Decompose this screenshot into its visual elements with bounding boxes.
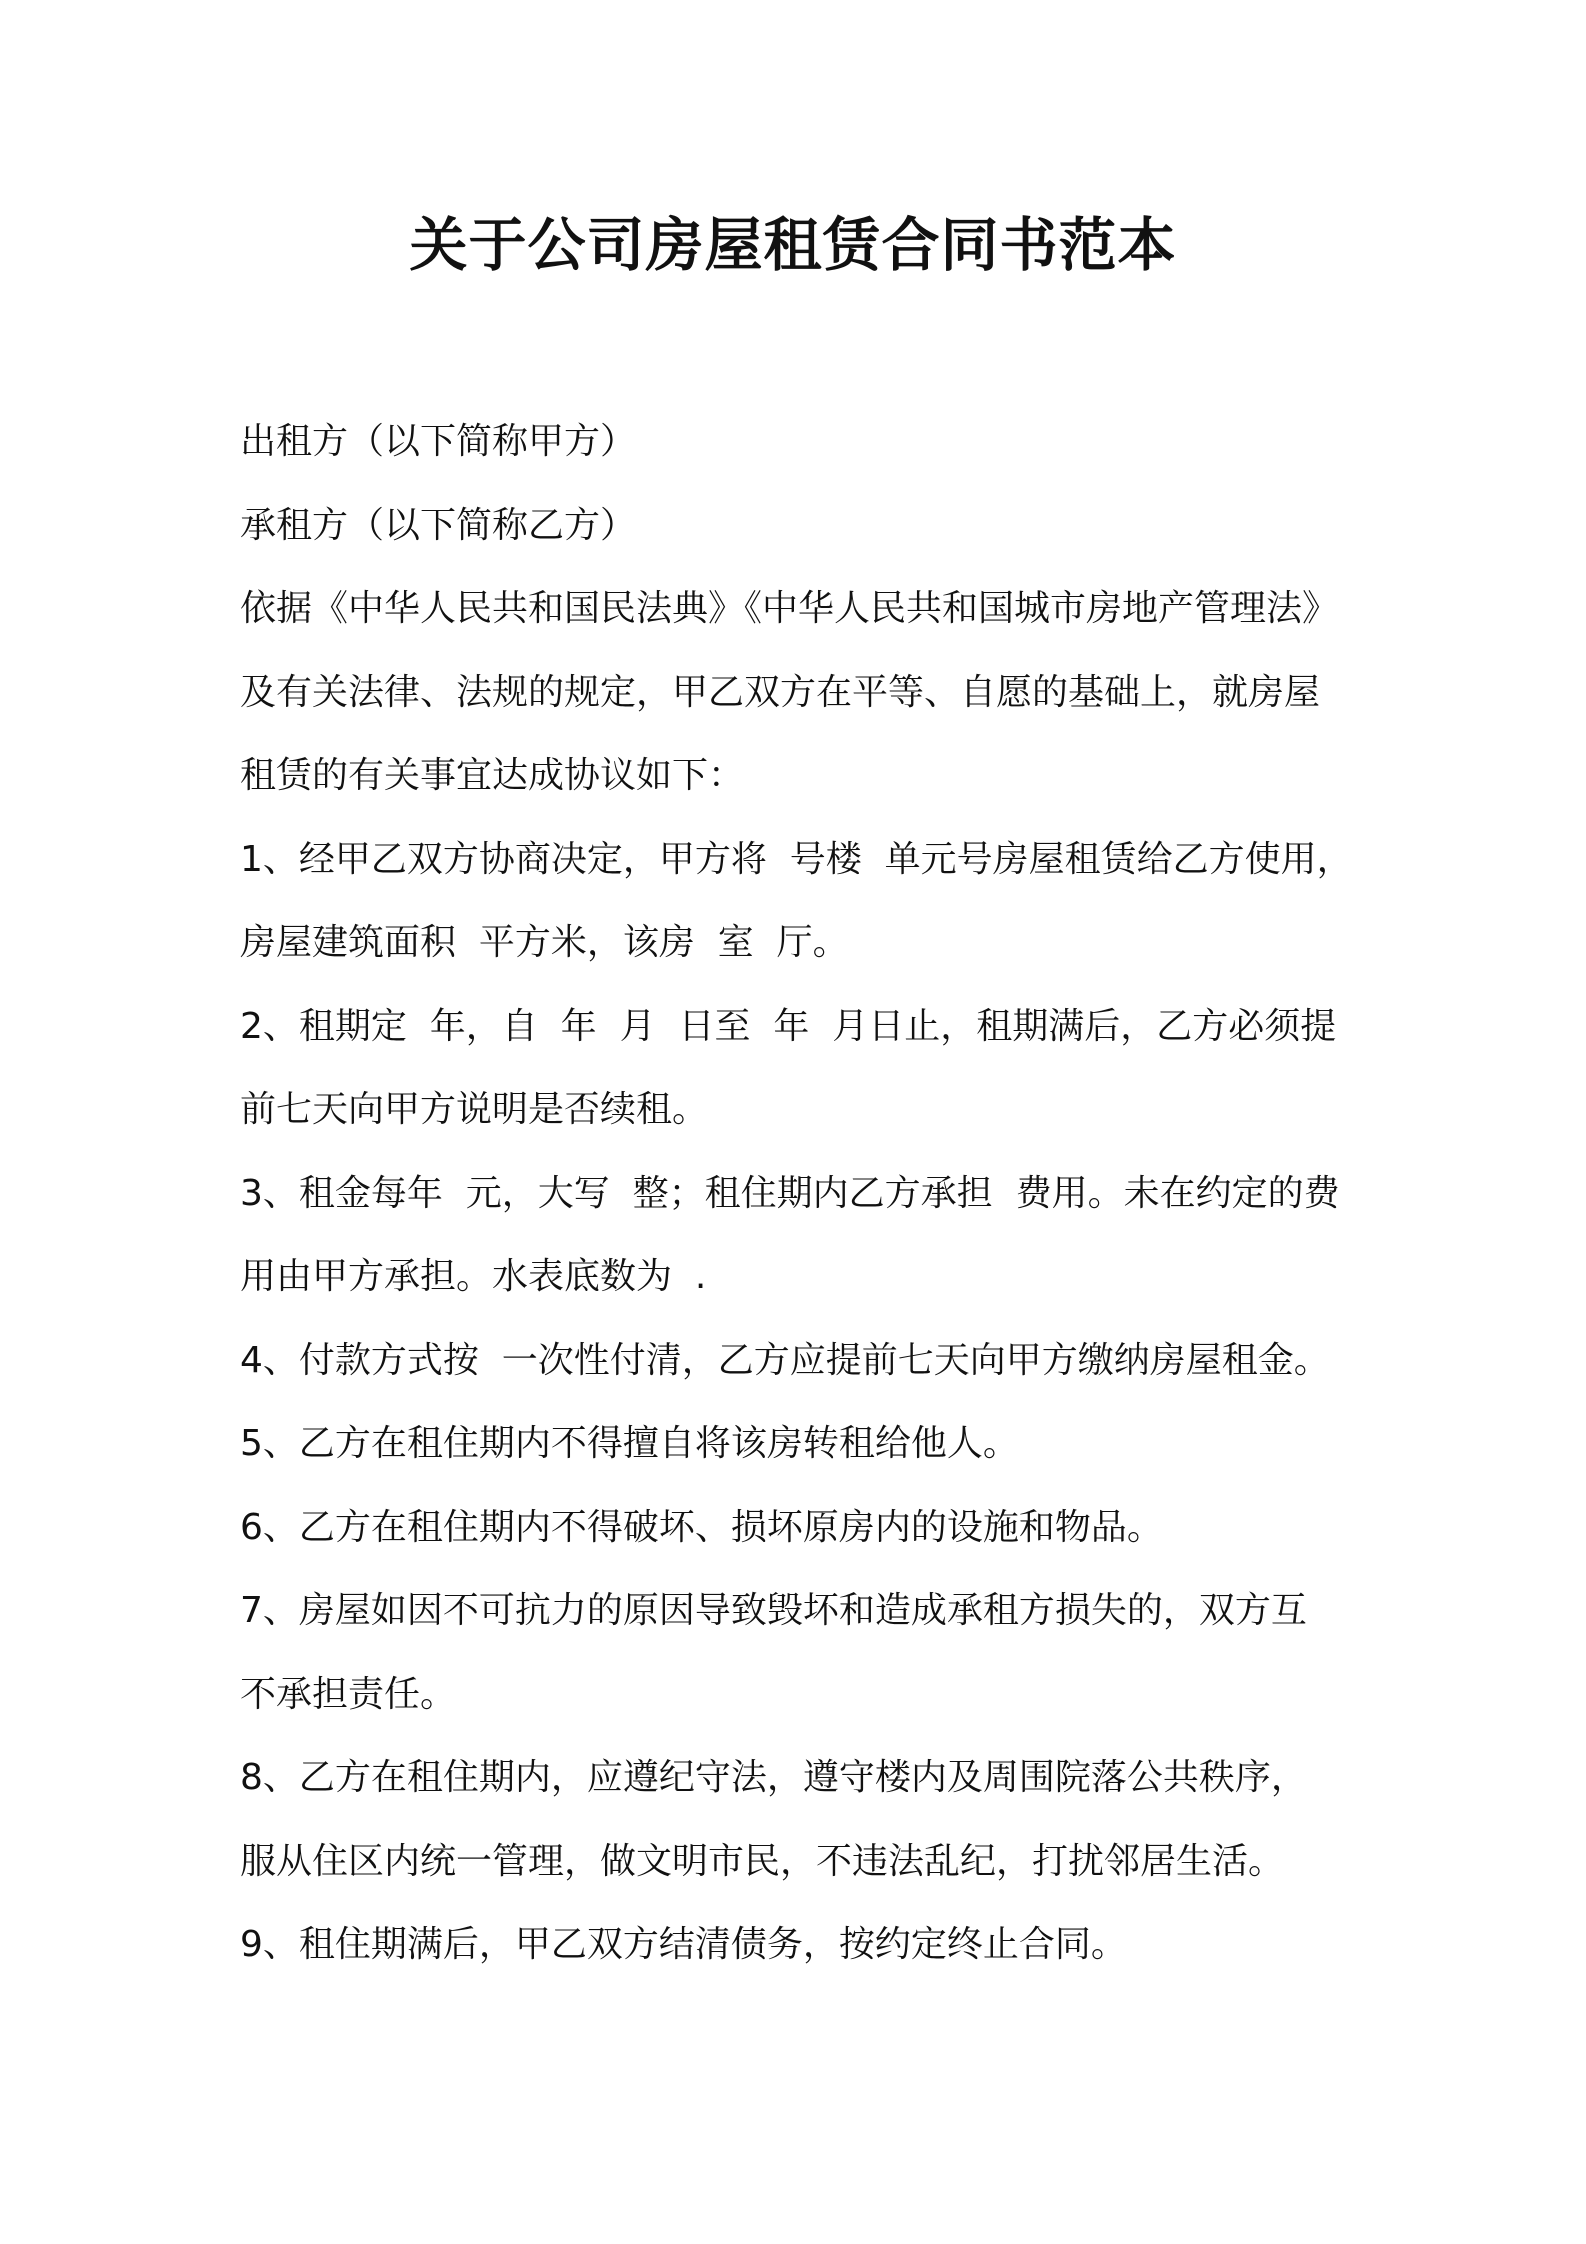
clause-9-line: 9、租住期满后，甲乙双方结清债务，按约定终止合同。 bbox=[240, 1924, 1127, 1965]
clause-5-line: 5、乙方在租住期内不得擅自将该房转租给他人。 bbox=[240, 1423, 1019, 1464]
clause-7-line-2: 不承担责任。 bbox=[240, 1673, 457, 1715]
clause-4-line: 4、付款方式按 一次性付清，乙方应提前七天向甲方缴纳房屋租金。 bbox=[240, 1339, 1330, 1381]
clause-8-line-2: 服从住区内统一管理，做文明市民，不违法乱纪，打扰邻居生活。 bbox=[240, 1840, 1285, 1882]
clause-3-line-1: 3、租金每年 元，大写 整；租住期内乙方承担 费用。未在约定的费 bbox=[240, 1172, 1340, 1214]
clause-2-line-2: 前七天向甲方说明是否续租。 bbox=[240, 1089, 709, 1130]
document-body bbox=[240, 400, 1370, 1987]
preamble-line-2: 及有关法律、法规的规定，甲乙双方在平等、自愿的基础上，就房屋 bbox=[240, 671, 1321, 713]
clause-1-line-2: 房屋建筑面积 平方米，该房 室 厅。 bbox=[240, 922, 849, 963]
clause-8-line-1: 8、乙方在租住期内，应遵纪守法，遵守楼内及周围院落公共秩序， bbox=[240, 1757, 1307, 1798]
preamble-line-3: 租赁的有关事宜达成协议如下： bbox=[240, 755, 745, 796]
clause-7-line-1: 7、房屋如因不可抗力的原因导致毁坏和造成承租方损失的，双方互 bbox=[240, 1590, 1307, 1631]
preamble-line-1: 依据《中华人民共和国民法典》《中华人民共和国城市房地产管理法》 bbox=[240, 588, 1339, 629]
document-title: 关于公司房屋租赁合同书范本 bbox=[409, 211, 1177, 279]
party-b-line: 承租方（以下简称乙方） bbox=[240, 504, 637, 546]
clause-1-line-1: 1、经甲乙双方协商决定，甲方将 号楼 单元号房屋租赁给乙方使用， bbox=[240, 838, 1353, 880]
clause-2-line-1: 2、租期定 年，自 年 月 日至 年 月日止，租期满后，乙方必须提 bbox=[240, 1005, 1337, 1047]
clause-6-line: 6、乙方在租住期内不得破坏、损坏原房内的设施和物品。 bbox=[240, 1506, 1163, 1548]
party-a-line: 出租方（以下简称甲方） bbox=[240, 421, 637, 462]
clause-3-line-2: 用由甲方承担。水表底数为 . bbox=[240, 1256, 707, 1297]
